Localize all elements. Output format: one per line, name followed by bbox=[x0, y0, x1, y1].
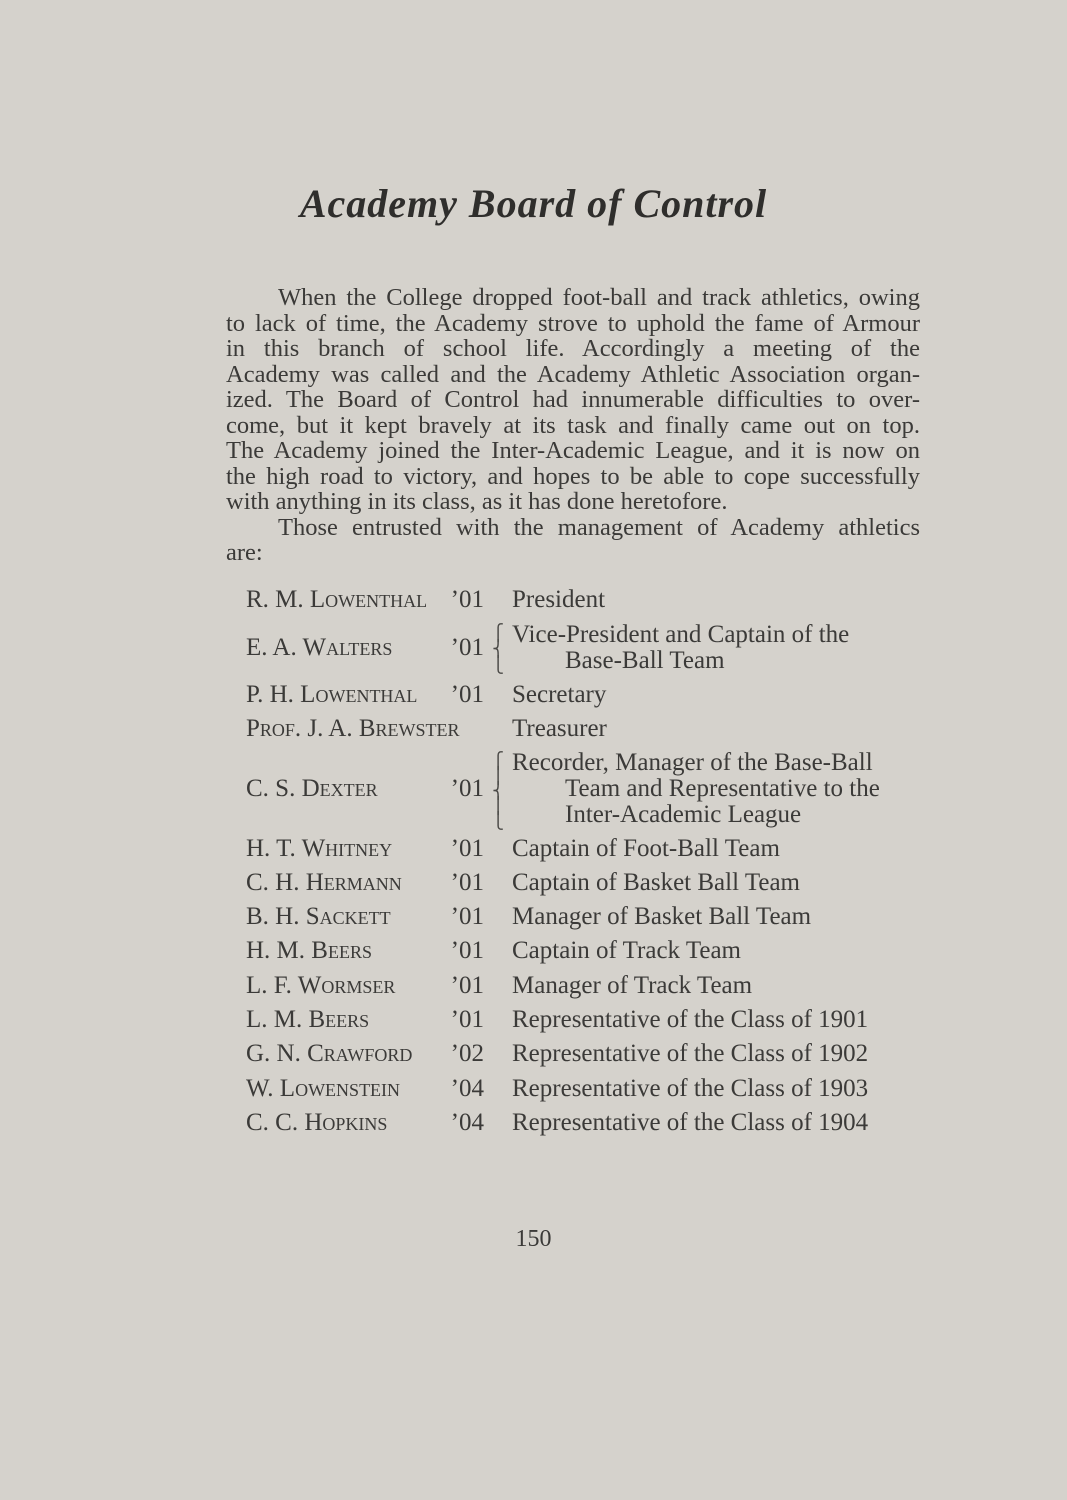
paragraph-line: ized. The Board of Control had innumerable difficulties to over- bbox=[226, 386, 920, 413]
paragraph-line: the high road to victory, and hopes to be able to cope successfully bbox=[226, 462, 920, 490]
paragraph-line: The Academy joined the Inter-Academic League, and it is now on bbox=[226, 437, 920, 464]
member-role bbox=[512, 682, 606, 708]
page-title: Academy Board of Control bbox=[299, 181, 768, 226]
member-year: ’01 bbox=[450, 586, 484, 613]
role-line: Representative of the Class of 1902 bbox=[512, 1040, 869, 1067]
member-role bbox=[512, 870, 800, 896]
member-year: ’04 bbox=[450, 1075, 484, 1102]
member-role bbox=[512, 836, 780, 862]
role-line: Team and Representative to the bbox=[565, 775, 880, 802]
role-line: Manager of Track Team bbox=[512, 972, 753, 999]
member-year: ’01 bbox=[450, 681, 484, 708]
role-line: Inter-Academic League bbox=[565, 801, 802, 828]
member-year: ’01 bbox=[450, 1006, 484, 1033]
paragraph-line: Those entrusted with the management of Academy athletics bbox=[278, 513, 920, 541]
member-role bbox=[512, 1076, 868, 1102]
member-role bbox=[512, 1110, 868, 1136]
member-name: B. H. Sackett bbox=[246, 903, 391, 930]
paragraph-line: Academy was called and the Academy Athletic Association organ- bbox=[226, 360, 920, 388]
paragraph-line: to lack of time, the Academy strove to uphold the fame of Armour bbox=[226, 309, 920, 337]
member-role bbox=[512, 1041, 868, 1067]
member-year: ’01 bbox=[450, 937, 484, 964]
role-line: President bbox=[512, 586, 606, 613]
member-role bbox=[512, 587, 605, 613]
role-line: Manager of Basket Ball Team bbox=[512, 903, 812, 930]
member-name: L. M. Beers bbox=[246, 1006, 370, 1033]
role-line: Captain of Foot-Ball Team bbox=[512, 835, 780, 862]
paragraph-line: come, but it kept bravely at its task and finally came out on top. bbox=[226, 411, 920, 439]
brace-icon: ⎧ ⎪ ⎨ ⎪ ⎩ bbox=[492, 753, 504, 830]
role-line: Vice-President and Captain of the bbox=[512, 621, 850, 648]
brace-icon: ⎧ ⎨ ⎩ bbox=[492, 625, 504, 674]
member-year: ’01 bbox=[450, 634, 484, 661]
member-name: C. C. Hopkins bbox=[246, 1109, 388, 1136]
page-number: 150 bbox=[515, 1226, 552, 1252]
member-year: ’01 bbox=[450, 775, 484, 802]
member-year: ’01 bbox=[450, 835, 484, 862]
member-name: H. M. Beers bbox=[246, 937, 372, 964]
role-line: Representative of the Class of 1901 bbox=[512, 1006, 869, 1033]
member-name: G. N. Crawford bbox=[246, 1040, 413, 1067]
paragraph-line: in this branch of school life. Accordingly a meeting of the bbox=[226, 335, 920, 362]
member-role bbox=[512, 716, 607, 742]
member-name: E. A. Walters bbox=[246, 634, 393, 661]
member-name: P. H. Lowenthal bbox=[246, 681, 418, 708]
member-name: W. Lowenstein bbox=[246, 1075, 401, 1102]
member-role bbox=[512, 904, 811, 930]
member-role bbox=[512, 622, 849, 674]
role-line: Captain of Basket Ball Team bbox=[512, 869, 801, 896]
member-name: C. H. Hermann bbox=[246, 869, 402, 896]
role-line: Recorder, Manager of the Base-Ball bbox=[512, 749, 873, 776]
paragraph-line: When the College dropped foot-ball and track athletics, owing bbox=[278, 284, 920, 311]
paragraph-line: are: bbox=[226, 539, 263, 566]
member-year: ’01 bbox=[450, 972, 484, 999]
member-role bbox=[512, 1007, 868, 1033]
member-name: H. T. Whitney bbox=[246, 835, 393, 862]
role-line: Representative of the Class of 1903 bbox=[512, 1075, 869, 1102]
member-name: R. M. Lowenthal bbox=[246, 586, 428, 613]
member-name: L. F. Wormser bbox=[246, 972, 396, 999]
member-year: ’01 bbox=[450, 869, 484, 896]
member-year: ’02 bbox=[450, 1040, 484, 1067]
member-role bbox=[512, 973, 752, 999]
member-role bbox=[512, 938, 741, 964]
member-year: ’04 bbox=[450, 1109, 484, 1136]
role-line: Secretary bbox=[512, 681, 607, 708]
member-name: C. S. Dexter bbox=[246, 775, 378, 802]
member-year: ’01 bbox=[450, 903, 484, 930]
role-line: Captain of Track Team bbox=[512, 937, 742, 964]
role-line: Representative of the Class of 1904 bbox=[512, 1109, 869, 1136]
role-line: Treasurer bbox=[512, 715, 607, 742]
paragraph-line: with anything in its class, as it has done heretofore. bbox=[226, 488, 728, 515]
role-line: Base-Ball Team bbox=[565, 647, 725, 674]
member-name: Prof. J. A. Brewster bbox=[246, 715, 460, 742]
member-role bbox=[512, 750, 880, 828]
